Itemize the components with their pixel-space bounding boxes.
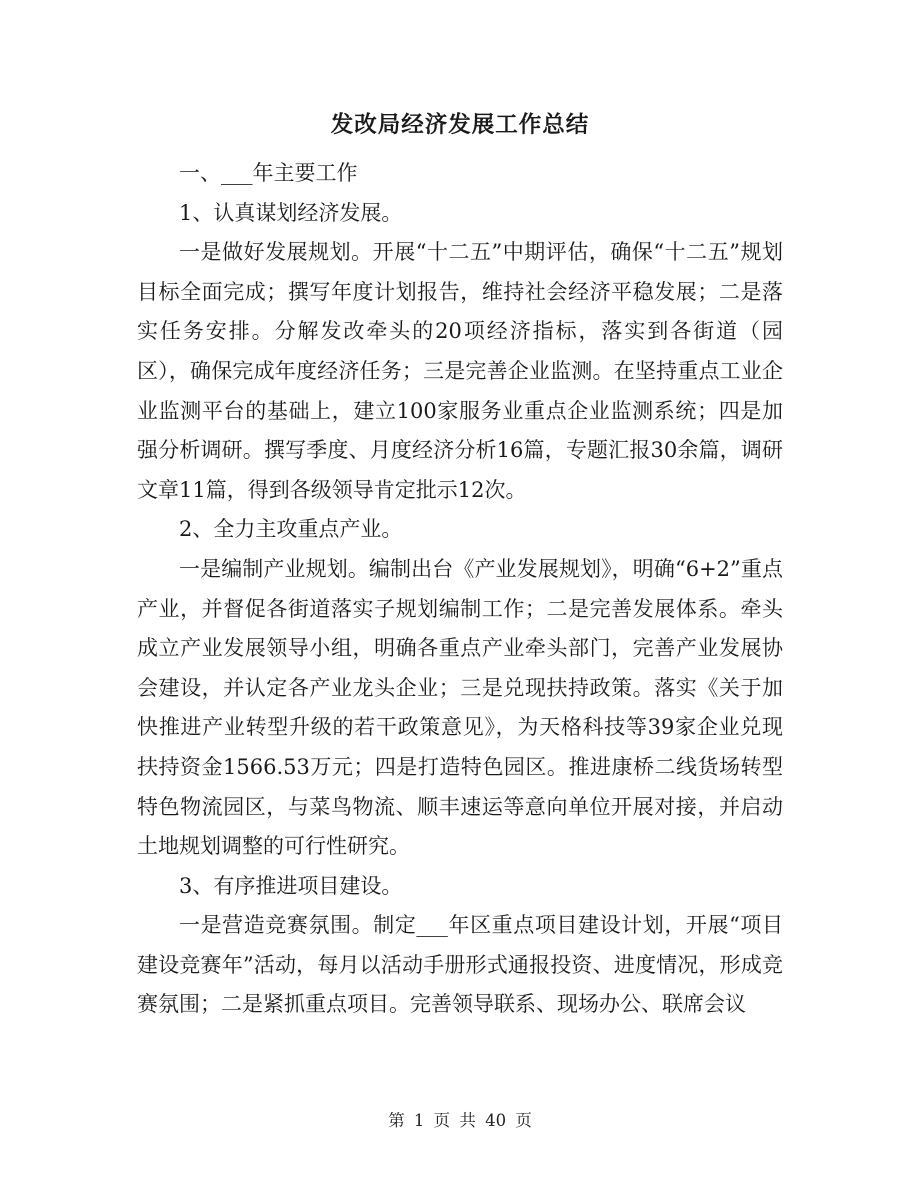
- body-paragraph: 一是营造竞赛氛围。制定___年区重点项目建设计划，开展“项目建设竞赛年”活动，每月以活动手册形式通报投资、进度情况，形成竞赛氛围；二是紧抓重点项目。完善领导联系、现场办公、联席会议: [137, 913, 783, 1017]
- body-paragraph: 一是编制产业规划。编制出台《产业发展规划》，明确“6+2”重点产业，并督促各街道落实子规划编制工作；二是完善发展体系。牵头成立产业发展领导小组，明确各重点产业牵头部门，完善产业发展协会建设，并认定各产业龙头企业；三是兑现扶持政策。落实《关于加快推进产业转型升级的若干政策意见》，为天格科技等39家企业兑现扶持资金1566.53万元；四是打造特色园区。推进康桥二线货场转型特色物流园区，与菜鸟物流、顺丰速运等意向单位开展对接，并启动土地规划调整的可行性研究。: [137, 556, 783, 859]
- body-paragraph: 一是做好发展规划。开展“十二五”中期评估，确保“十二五”规划目标全面完成；撰写年度计划报告，维持社会经济平稳发展；二是落实任务安排。分解发改牵头的20项经济指标，落实到各街道（园区），确保完成年度经济任务；三是完善企业监测。在坚持重点工业企业监测平台的基础上，建立100家服务业重点企业监测系统；四是加强分析调研。撰写季度、月度经济分析16篇，专题汇报30余篇，调研文章11篇，得到各级领导肯定批示12次。: [137, 240, 783, 502]
- page-number-footer: 第 1 页 共 40 页: [388, 1111, 532, 1130]
- document-title: 发改局经济发展工作总结: [330, 112, 590, 138]
- document-body: [137, 154, 783, 1025]
- subsection-heading: 1、认真谋划经济发展。: [179, 200, 403, 225]
- section-heading: 一、___年主要工作: [179, 161, 358, 185]
- subsection-heading: 2、全力主攻重点产业。: [179, 517, 403, 542]
- subsection-heading: 3、有序推进项目建设。: [179, 873, 403, 898]
